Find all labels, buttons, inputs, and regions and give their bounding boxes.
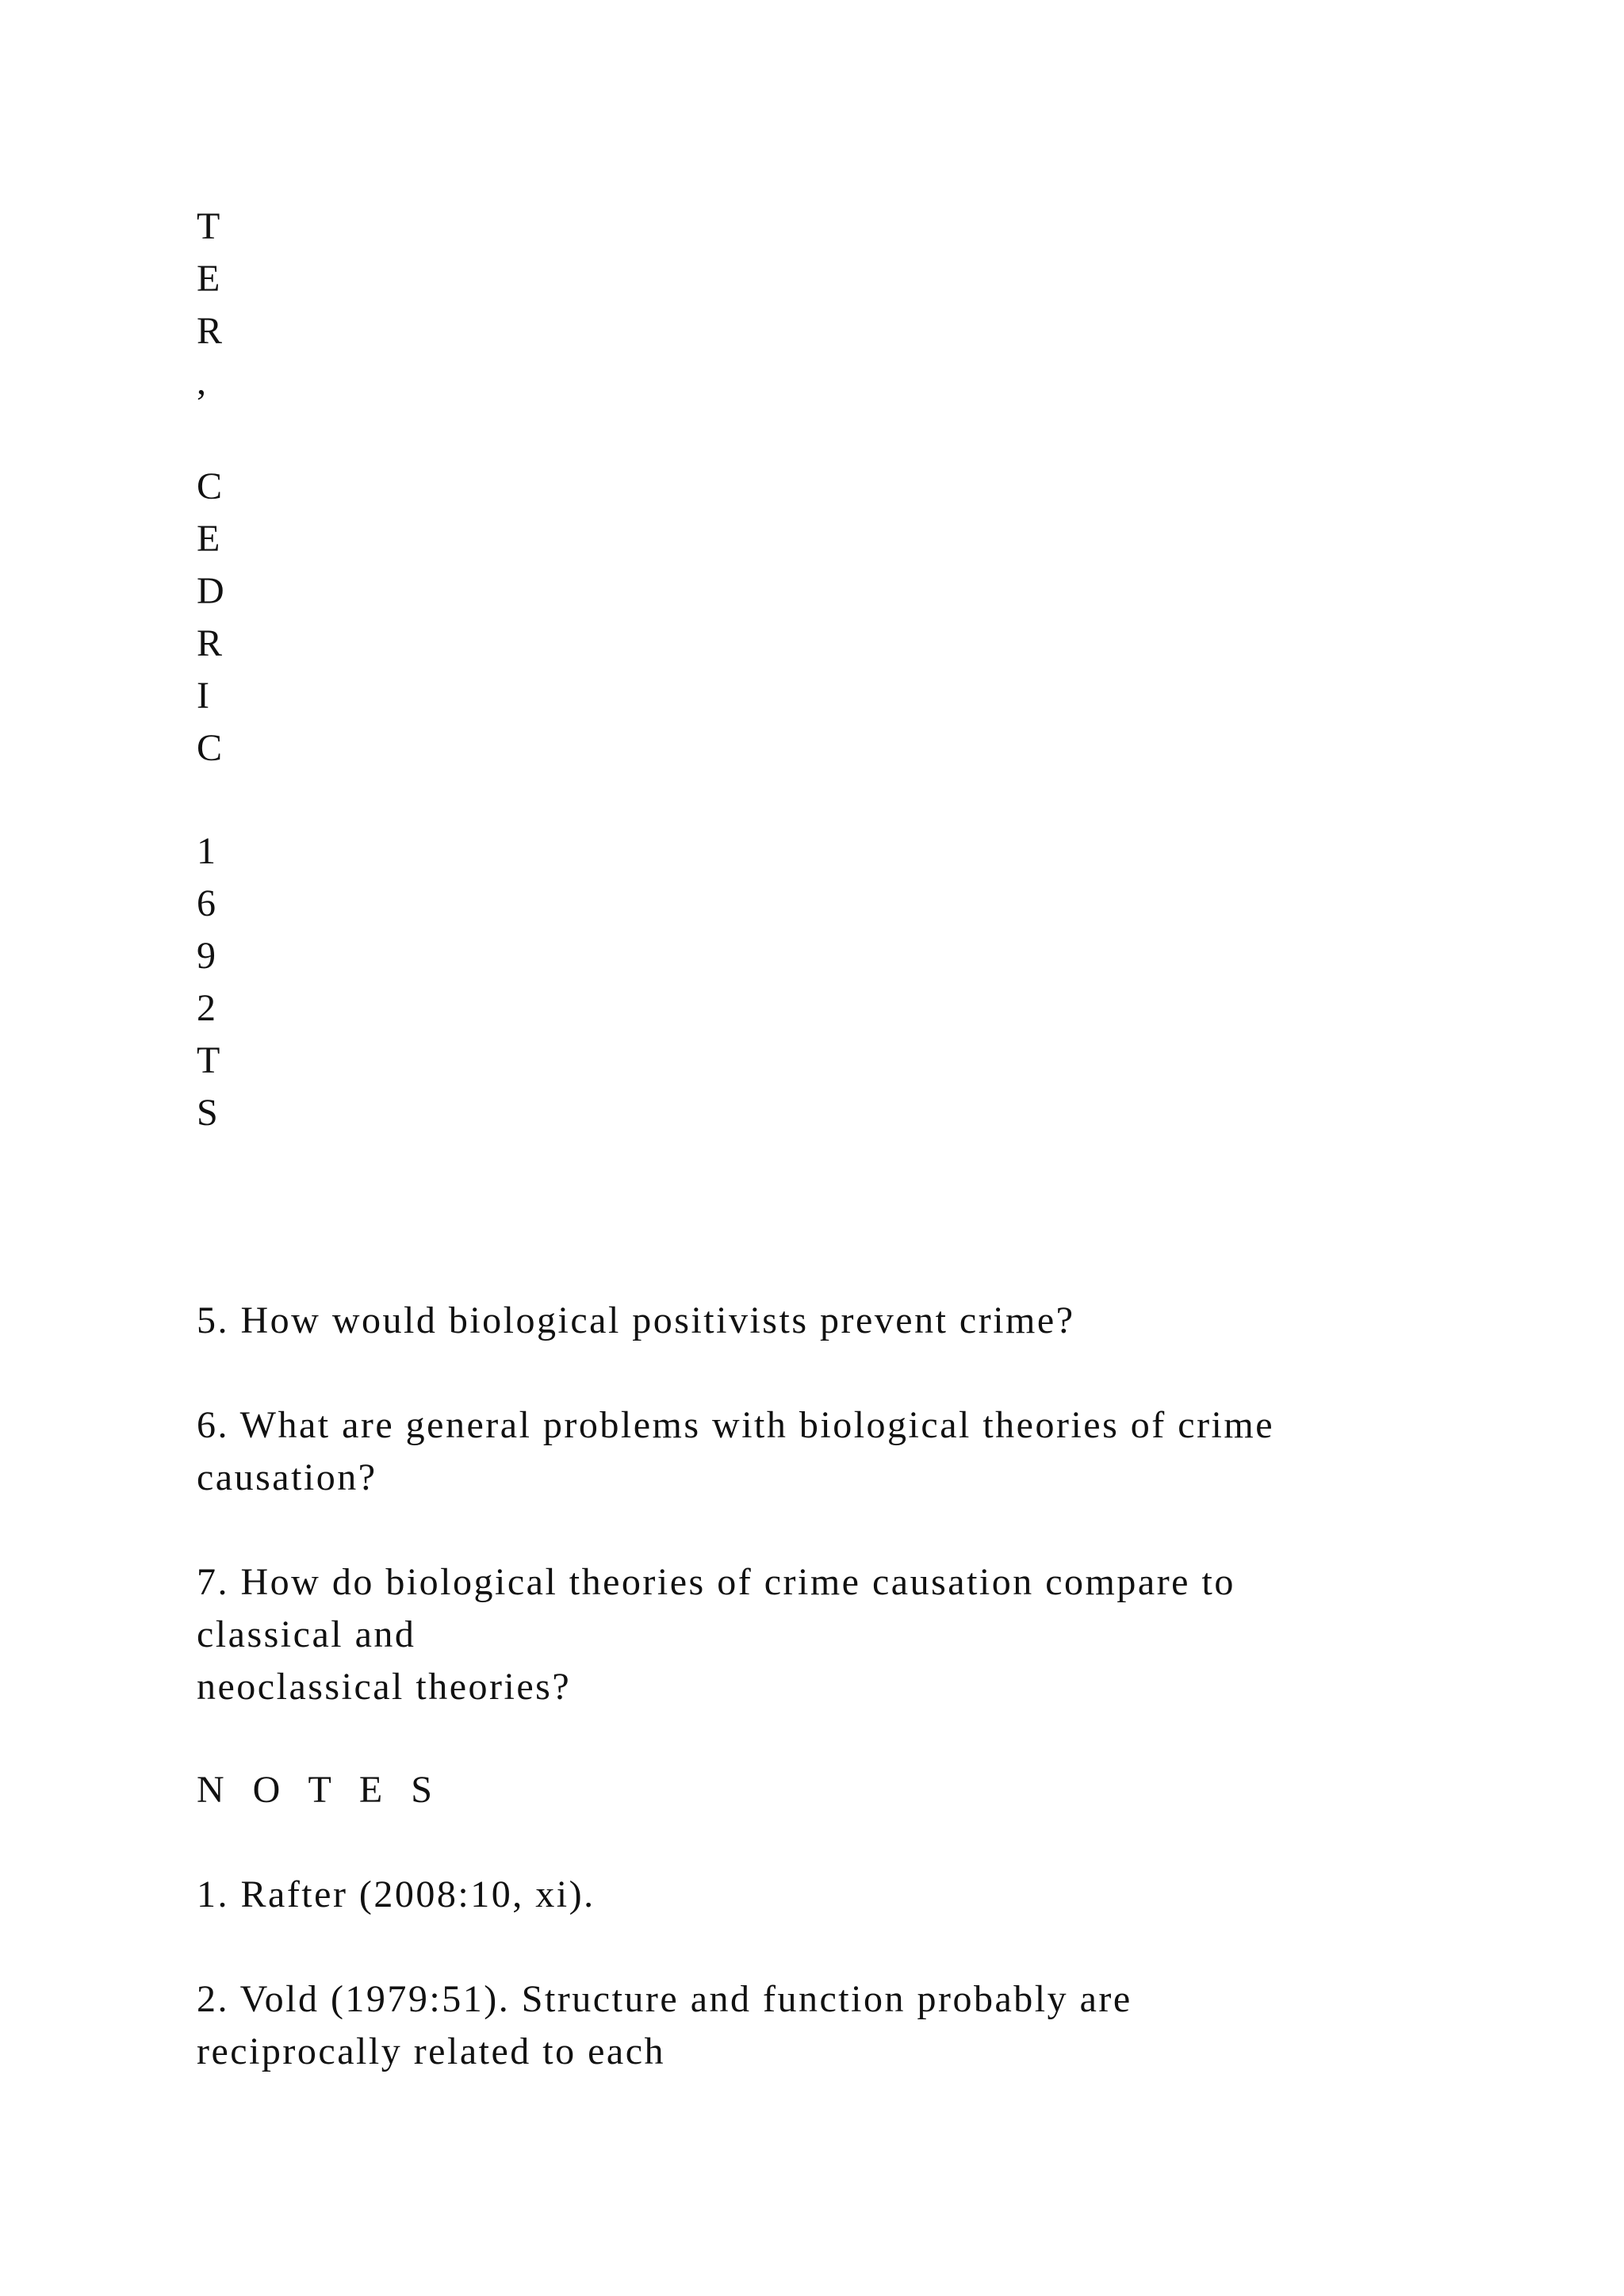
vertical-char: 6 (197, 882, 216, 924)
note-1: 1. Rafter (2008:10, xi). (197, 1873, 596, 1915)
vertical-char: S (197, 1092, 218, 1134)
question-7-line-2: classical and (197, 1613, 416, 1655)
note-2-line-1: 2. Vold (1979:51). Structure and function probably are (197, 1978, 1132, 2020)
notes-heading: N O T E S (197, 1769, 442, 1811)
note-2-line-2: reciprocally related to each (197, 2030, 666, 2072)
vertical-char: R (197, 622, 223, 664)
vertical-char: 9 (197, 935, 216, 977)
vertical-char: I (197, 675, 209, 717)
question-7-line-1: 7. How do biological theories of crime causation compare to (197, 1561, 1235, 1603)
vertical-char: R (197, 310, 223, 352)
vertical-char: C (197, 465, 223, 507)
question-6-line-1: 6. What are general problems with biological theories of crime (197, 1404, 1275, 1446)
vertical-char: E (197, 518, 220, 560)
vertical-char: 1 (197, 830, 216, 872)
vertical-char: , (197, 361, 206, 403)
question-5: 5. How would biological positivists prevent crime? (197, 1299, 1075, 1341)
vertical-char: T (197, 205, 220, 247)
vertical-char: C (197, 727, 223, 769)
question-7-line-3: neoclassical theories? (197, 1666, 572, 1708)
vertical-char: T (197, 1039, 220, 1081)
vertical-char: 2 (197, 987, 216, 1029)
vertical-char: D (197, 570, 224, 612)
vertical-char: E (197, 258, 220, 300)
question-6-line-2: causation? (197, 1456, 377, 1498)
